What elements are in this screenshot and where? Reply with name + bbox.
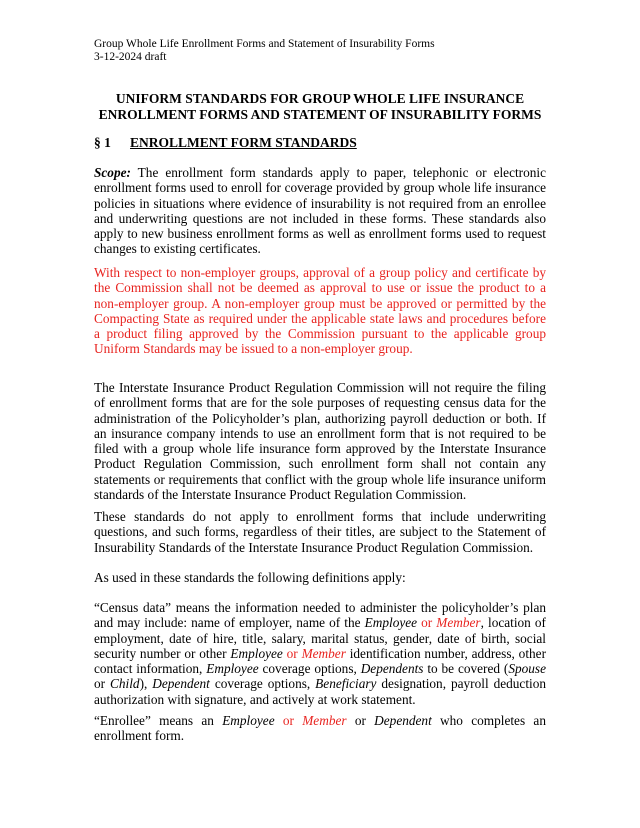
scope-label: Scope: xyxy=(94,165,131,180)
section-title: ENROLLMENT FORM STANDARDS xyxy=(130,135,357,150)
census-def-text: identification number, address, other contact information, xyxy=(94,645,546,677)
term-employee: Employee xyxy=(230,645,283,661)
term-employee: Employee xyxy=(222,713,275,728)
term-member: Member xyxy=(436,615,481,631)
section-number: § 1 xyxy=(94,135,111,150)
term-dependent: Dependent xyxy=(152,676,210,692)
title-line-1: UNIFORM STANDARDS FOR GROUP WHOLE LIFE INSURANCE xyxy=(115,91,525,106)
term-or: or xyxy=(346,713,375,728)
term-child: Child xyxy=(110,676,140,692)
definitions-intro: As used in these standards the following definitions apply: xyxy=(94,570,406,585)
term-member: Member xyxy=(302,713,347,728)
term-employee: Employee xyxy=(364,615,418,631)
term-or: or xyxy=(417,615,437,631)
census-def-text: ), xyxy=(139,676,153,692)
census-def-text: coverage options, xyxy=(258,661,361,677)
header-doc-title: Group Whole Life Enrollment Forms and Statement of Insurability Forms xyxy=(94,38,435,50)
enrollee-definition xyxy=(94,713,546,744)
non-employer-paragraph: With respect to non-employer groups, approval of a group policy and certificate by the Commission shall not be deemed as approval to use or issue the product to a non-employer group. A non-employer group must be approved or permitted by the Compacting State as required under the applicable state laws and procedures before a product filing approved by the Commission pursuant to the applicable group Uniform Standards may be issued to a non-employer group. xyxy=(94,265,546,357)
section-heading xyxy=(94,135,357,151)
census-def-text: coverage options, xyxy=(209,676,316,692)
census-def-text: , location of employment, date of hire, title, salary, marital status, gender, date of birth, social security number or other xyxy=(94,615,546,661)
header-date: 3-12-2024 draft xyxy=(94,51,167,63)
census-def-text: “Census data” means the information needed to administer the policyholder’s plan and may include: name of employer, name of the xyxy=(94,600,546,631)
scope-paragraph xyxy=(94,165,546,257)
term-spouse: Spouse xyxy=(508,661,546,677)
term-member: Member xyxy=(301,645,346,661)
census-def-text: to be covered ( xyxy=(423,661,509,677)
term-or: or xyxy=(282,645,302,661)
title-line-2: ENROLLMENT FORMS AND STATEMENT OF INSURABILITY FORMS xyxy=(98,106,542,122)
term-beneficiary: Beneficiary xyxy=(315,676,377,692)
term-or: or xyxy=(274,713,303,728)
scope-text: The enrollment form standards apply to paper, telephonic or electronic enrollment forms used to enroll for coverage provided by group whole life insurance policies in situations where evidence of insurability is not required from an enrollee and underwriting questions are not included in these forms. These standards also apply to new business enrollment forms as well as enrollment forms used to request changes to existing certificates. xyxy=(94,165,546,257)
term-or: or xyxy=(94,676,111,692)
enrollee-def-text: “Enrollee” means an xyxy=(94,713,223,728)
document-title xyxy=(94,91,546,122)
census-def-text: designation, payroll deduction authorization with signature, and actively at work statement. xyxy=(94,676,547,707)
term-dependent: Dependent xyxy=(374,713,432,728)
enrollee-def-text: who completes an enrollment form. xyxy=(94,713,546,744)
census-data-definition xyxy=(94,600,546,707)
term-dependents: Dependents xyxy=(360,661,424,677)
running-header xyxy=(94,38,435,64)
term-employee: Employee xyxy=(206,661,259,677)
census-filing-paragraph: The Interstate Insurance Product Regulation Commission will not require the filing of enrollment forms that are for the sole purposes of requesting census data for the administration of the Policyholder’s plan, authorizing payroll deduction or both. If an insurance company intends to use an enrollment form that is not required to be filed with a group whole life insurance form approved by the Interstate Insurance Product Regulation Commission, such enrollment form shall not contain any statements or requirements that conflict with the group whole life insurance uniform standards of the Interstate Insurance Product Regulation Commission. xyxy=(94,380,546,503)
underwriting-paragraph: These standards do not apply to enrollment forms that include underwriting questions, and such forms, regardless of their titles, are subject to the Statement of Insurability Standards of the Interstate Insurance Product Regulation Commission. xyxy=(94,509,546,555)
